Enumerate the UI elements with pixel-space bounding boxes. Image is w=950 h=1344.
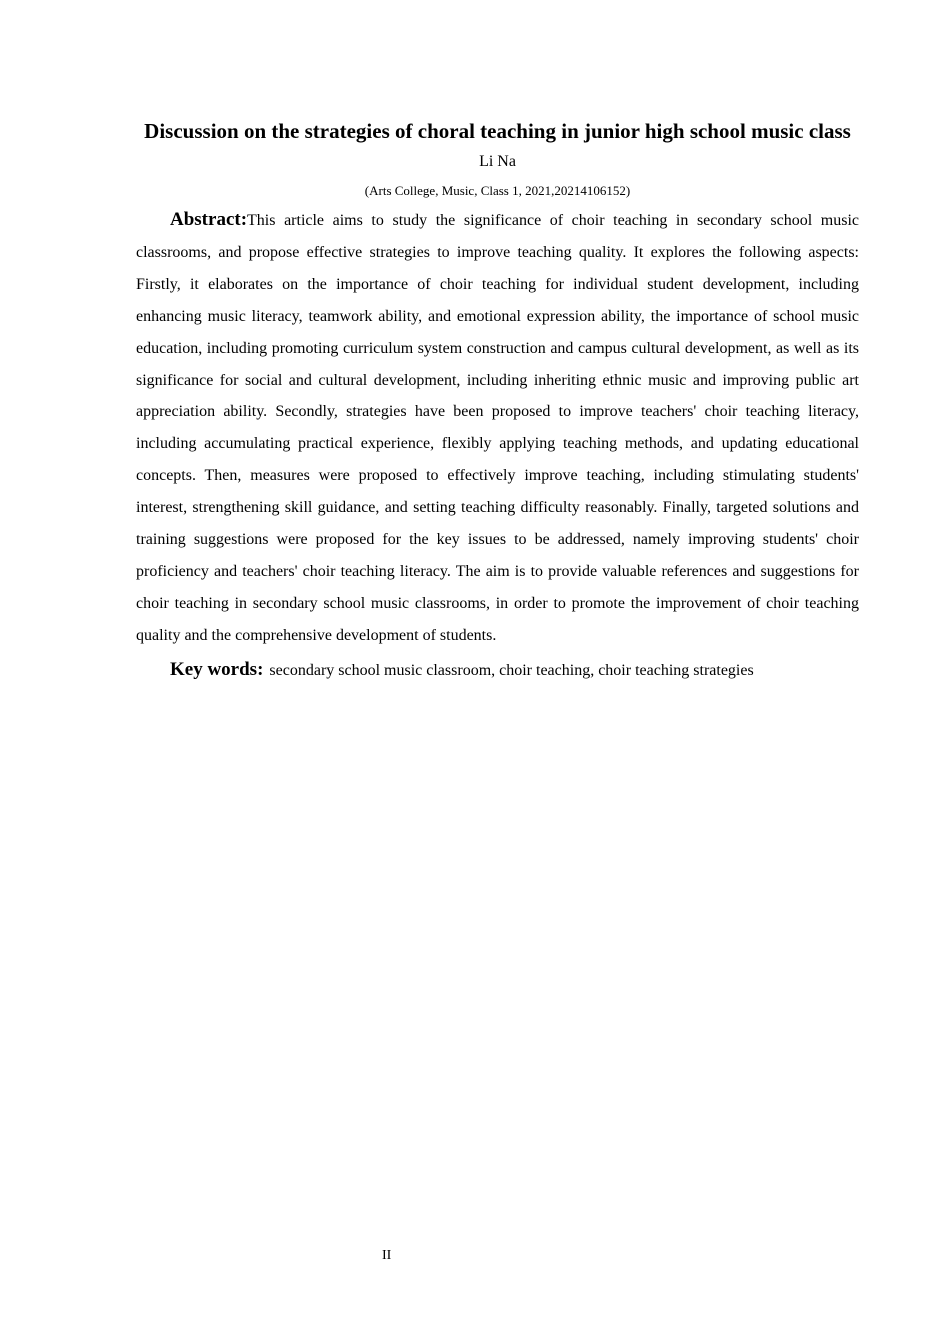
keywords-text: secondary school music classroom, choir teaching, choir teaching strategies (269, 661, 754, 679)
paper-page (136, 115, 859, 686)
abstract-label: Abstract: (170, 209, 248, 230)
keywords-paragraph (136, 654, 859, 686)
author-affiliation: (Arts College, Music, Class 1, 2021,20214106152) (364, 183, 631, 198)
keywords-label: Key words: (170, 658, 264, 680)
abstract-paragraph (136, 204, 859, 652)
author-name: Li Na (479, 153, 516, 170)
abstract-text: This article aims to study the significance of choir teaching in secondary school music classrooms, and propose effective strategies to improve teaching quality. It explores the following aspects: Firstly, it elaborates on the importance of choir teaching for individual student development, including enhancing music literacy, teamwork ability, and emotional expression ability, the importance of school music education, including promoting curriculum system construction and campus cultural development, as well as its significance for social and cultural development, including inheriting ethnic music and improving public art appreciation ability. Secondly, strategies have been proposed to improve teachers' choir teaching literacy, including accumulating practical experience, flexibly applying teaching methods, and updating educational concepts. Then, measures were proposed to effectively improve teaching, including stimulating students' interest, strengthening skill guidance, and setting teaching difficulty reasonably. Finally, targeted solutions and training suggestions were proposed for the key issues to be addressed, namely improving students' choir proficiency and teachers' choir teaching literacy. The aim is to provide valuable references and suggestions for choir teaching in secondary school music classrooms, in order to promote the improvement of choir teaching quality and the comprehensive development of students. (136, 212, 859, 644)
paper-title: Discussion on the strategies of choral teaching in junior high school music class (144, 119, 851, 143)
page-number: II (382, 1248, 392, 1263)
